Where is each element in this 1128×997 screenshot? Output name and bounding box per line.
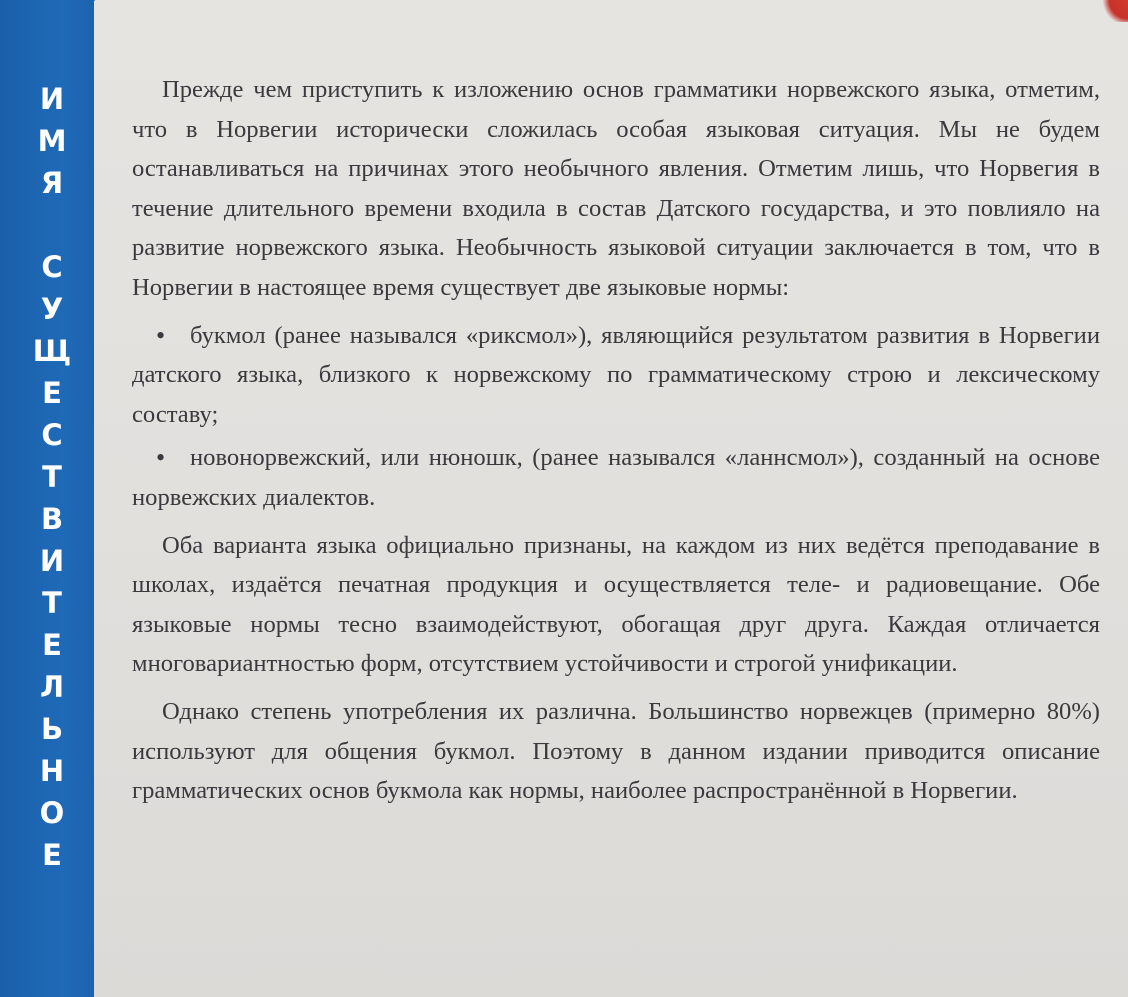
bullet-icon: •	[156, 320, 166, 350]
sidebar-letter: С	[41, 418, 63, 452]
list-item-text: букмол (ранее назывался «риксмол»), являющийся результатом развития в Норвегии датского языка, близкого к норвежскому по грамматическому строю и лексическому составу;	[132, 321, 1100, 428]
sidebar-letter: Т	[42, 460, 62, 494]
sidebar-letter: О	[39, 796, 65, 830]
official-status-paragraph: Оба варианта языка официально признаны, на каждом из них ведётся преподавание в школах, издаётся печатная продукция и осуществляется теле- и радиовещание. Обе языковые нормы тесно взаимодействуют, обогащая друг друга. Каждая отличается многовариантностью форм, отсутствием устойчивости и строгой унификации.	[132, 531, 1100, 678]
list-item-bokmal	[132, 316, 1100, 435]
bullet-icon: •	[156, 443, 166, 473]
list-item-nynorsk	[132, 438, 1100, 517]
intro-paragraph: Прежде чем приступить к изложению основ грамматики норвежского языка, отметим, что в Норвегии исторически сложилась особая языковая ситуация. Мы не будем останавливаться на причинах этого необычного явления. Отметим лишь, что Норвегия в течение длительного времени входила в состав Датского государства, и это повлияло на развитие норвежского языка. Необычность языковой ситуации заключается в том, что в Норвегии в настоящее время существует две языковые нормы:	[132, 76, 1100, 301]
sidebar-band	[0, 0, 104, 997]
sidebar-letter: И	[39, 544, 65, 578]
sidebar-letter: Л	[39, 670, 65, 704]
sidebar-letter: М	[37, 124, 67, 158]
usage-paragraph: Однако степень употребления их различна. Большинство норвежцев (примерно 80%) используют для общения букмол. Поэтому в данном издании приводится описание грамматических основ букмола как нормы, наиболее распространённой в Норвегии.	[132, 697, 1100, 805]
sidebar-letter: Е	[42, 838, 62, 872]
sidebar-letter: Е	[42, 376, 62, 410]
sidebar-letter: И	[39, 82, 65, 116]
sidebar-letter: В	[40, 502, 64, 536]
list-item-text: новонорвежский, или нюношк, (ранее назывался «ланнсмол»), созданный на основе норвежских диалектов.	[132, 444, 1100, 511]
language-norms-list	[132, 316, 1100, 518]
sidebar-letter: Я	[40, 166, 64, 200]
sidebar-letter: Щ	[32, 334, 72, 368]
sidebar-letter: Е	[42, 628, 62, 662]
sidebar-letter: Ь	[40, 712, 64, 746]
sidebar-letter: С	[41, 250, 63, 284]
sidebar-letter: У	[40, 292, 64, 326]
page-body-text	[132, 70, 1100, 819]
sidebar-letter: Т	[42, 586, 62, 620]
red-corner-accent	[1102, 0, 1128, 22]
vertical-chapter-title	[0, 78, 104, 876]
sidebar-letter: Н	[39, 754, 65, 788]
